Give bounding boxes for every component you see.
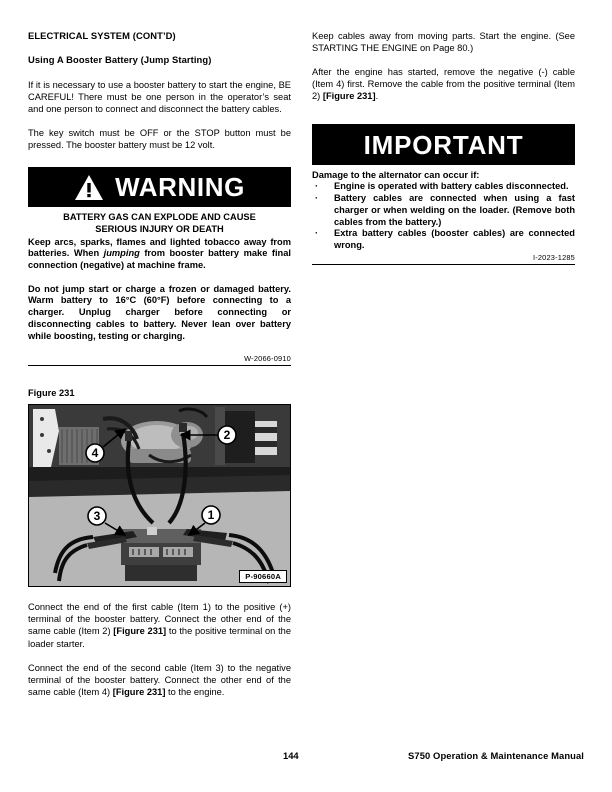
list-item-text: Extra battery cables (booster cables) are connected wrong. — [334, 228, 575, 250]
figure-image — [28, 404, 291, 587]
bullet-marker: · — [315, 228, 319, 239]
page-footer — [28, 750, 584, 764]
warning-body-1-emphasis: jumping — [103, 248, 140, 259]
warning-reference-code: W-2066-0910 — [244, 354, 291, 364]
connect-second-cable-text-b: to the engine. — [165, 686, 225, 697]
important-reference-code: I-2023-1285 — [532, 252, 575, 262]
warning-heading-line-2: SERIOUS INJURY OR DEATH — [95, 224, 224, 235]
figure-reference-1: [Figure 231] — [113, 626, 167, 637]
warning-body-1-text-b: from booster battery make final connection (negative) at machine frame. — [28, 248, 291, 271]
manual-title: S750 Operation & Maintenance Manual — [408, 750, 584, 761]
right-column — [312, 30, 575, 265]
warning-callout — [28, 167, 291, 366]
keep-cables-paragraph: Keep cables away from moving parts. Start the engine. (See STARTING THE ENGINE on Page 80.) — [312, 31, 575, 54]
page-number: 144 — [283, 750, 299, 761]
important-bottom-rule — [312, 264, 575, 265]
connect-second-cable-text-a: Connect the end of the second cable (Item 3) to the negative terminal of the booster battery. Connect the other end of the same cable (Item 4) — [28, 662, 291, 697]
warning-triangle-icon — [74, 174, 104, 201]
warning-banner-label: WARNING — [115, 172, 245, 203]
warning-body-1 — [28, 237, 291, 272]
svg-text:3: 3 — [93, 509, 101, 524]
figure-reference-3: [Figure 231] — [322, 91, 376, 102]
bullet-marker: · — [315, 181, 319, 192]
warning-bottom-rule — [28, 365, 291, 366]
warning-heading — [28, 212, 291, 235]
important-intro: Damage to the alternator can occur if: — [312, 170, 480, 181]
svg-text:1: 1 — [207, 508, 215, 523]
after-engine-text-a: After the engine has started, remove the negative (-) cable (Item 4) first. Remove the cable from the positive terminal (Item 2) — [312, 67, 575, 102]
warning-body-2: Do not jump start or charge a frozen or damaged battery. Warm battery to 16°C (60°F) before connecting to a charger. Unplug charger before connecting or disconnecting cables to battery. Never lean over battery while boosting, testing or charging. — [28, 283, 291, 341]
important-banner-label: IMPORTANT — [363, 129, 524, 160]
left-column — [28, 30, 291, 698]
connect-first-cable-paragraph — [28, 601, 291, 649]
list-item — [312, 181, 575, 193]
svg-text:2: 2 — [223, 428, 231, 443]
section-subtitle: Using A Booster Battery (Jump Starting) — [28, 54, 212, 65]
important-callout — [312, 124, 575, 264]
bullet-marker: · — [315, 193, 319, 204]
figure-caption: Figure 231 — [28, 388, 75, 399]
after-engine-started-paragraph — [312, 66, 575, 102]
warning-banner — [28, 167, 291, 207]
list-item — [312, 228, 575, 251]
figure-231 — [28, 388, 291, 587]
intro-paragraph-1: If it is necessary to use a booster battery to start the engine, BE CAREFUL! There must be one person in the operator’s seat and one person to connect and disconnect the battery cables. — [28, 80, 291, 115]
list-item-text: Battery cables are connected when using a fast charger or when welding on the loader. (Remove both cables from the battery.) — [334, 193, 575, 227]
connect-second-cable-paragraph — [28, 662, 291, 698]
figure-reference-2: [Figure 231] — [112, 686, 166, 697]
page-title: ELECTRICAL SYSTEM (CONT’D) — [28, 30, 176, 41]
warning-heading-line-1: BATTERY GAS CAN EXPLODE AND CAUSE — [63, 212, 256, 223]
photo-id-label: P-90660A — [239, 570, 287, 583]
important-banner — [312, 124, 575, 165]
warning-body-1-text-a: Keep arcs, sparks, flames and lighted tobacco away from batteries. When — [28, 236, 291, 259]
list-item-text: Engine is operated with battery cables disconnected. — [334, 181, 569, 192]
after-engine-text-b: . — [375, 91, 379, 102]
connect-first-cable-text-a: Connect the end of the first cable (Item 1) to the positive (+) terminal of the booster battery. Connect the other end of the same cable (Item 2) — [28, 602, 291, 637]
intro-paragraph-2: The key switch must be OFF or the STOP button must be pressed. The booster battery must be 12 volt. — [28, 128, 291, 151]
important-bullet-list — [312, 181, 575, 251]
list-item — [312, 193, 575, 228]
connect-first-cable-text-b: to the positive terminal on the loader starter. — [28, 626, 292, 649]
svg-text:4: 4 — [91, 446, 99, 461]
